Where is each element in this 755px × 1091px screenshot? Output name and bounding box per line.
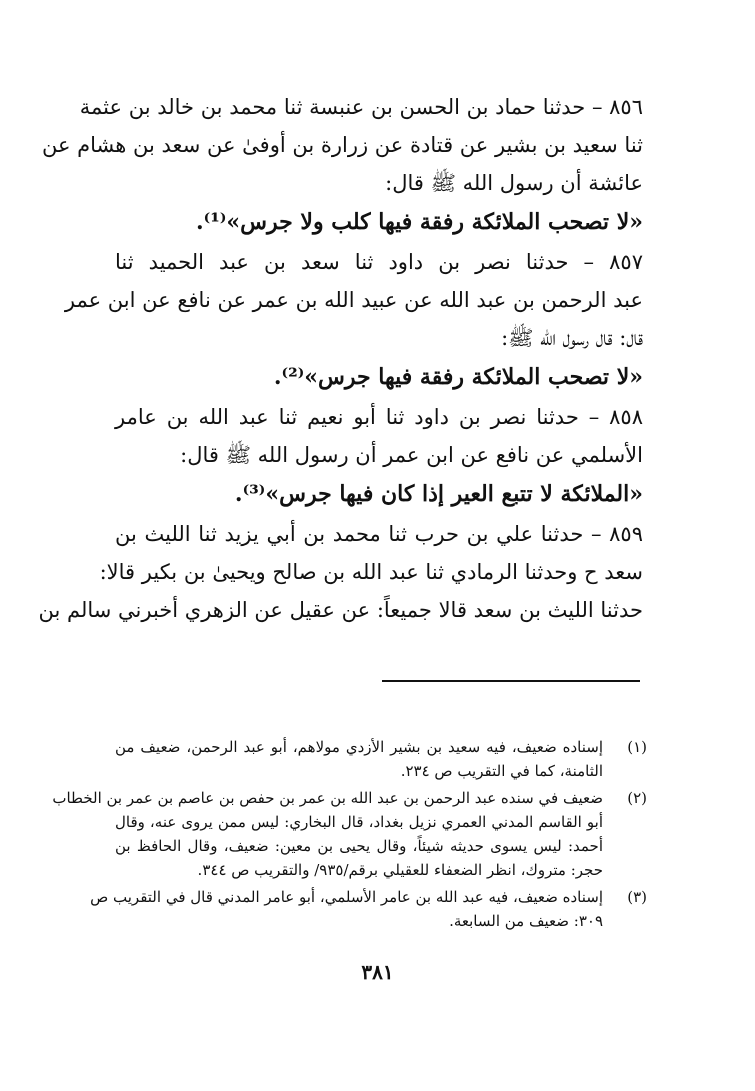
footnote-marker: (٣)	[627, 888, 647, 906]
main-text	[38, 88, 643, 629]
footnote-line: إسناده ضعيف، فيه عبد الله بن عامر الأسلمي، أبو عامر المدني قال في التقريب ص	[90, 888, 603, 906]
text-line: حدثنا الليث بن سعد قالا جميعاً: عن عقيل عن الزهري أخبرني سالم بن	[38, 598, 643, 622]
footnote-line: ضعيف في سنده عبد الرحمن بن عبد الله بن عمر بن حفص بن عاصم بن عمر بن الخطاب	[52, 789, 603, 807]
hadith-857	[64, 243, 643, 398]
footnote-marker: (١)	[627, 738, 647, 756]
footnote-line: الثامنة، كما في التقريب ص ٢٣٤.	[400, 762, 603, 780]
hadith-quote: «لا تصحب الملائكة رفقة فيها جرس»⁽²⁾.	[273, 364, 643, 390]
footnote-marker: (٢)	[627, 789, 647, 807]
text-line: ٨٥٨ – حدثنا نصر بن داود ثنا أبو نعيم ثنا عبد الله بن عامر	[115, 405, 643, 429]
footnote-line: إسناده ضعيف، فيه سعيد بن بشير الأزدي مولاهم، أبو عبد الرحمن، ضعيف من	[115, 738, 603, 756]
footnote-divider	[382, 680, 640, 682]
text-line: سعد ح وحدثنا الرمادي ثنا عبد الله بن صالح ويحيىٰ بن بكير قالا:	[99, 560, 643, 584]
footnote-line: حجر: متروك، انظر الضعفاء للعقيلي برقم/٩٣٥/ والتقريب ص ٣٤٤.	[197, 861, 603, 879]
text-line: عبد الرحمن بن عبد الله عن عبيد الله بن عمر عن نافع عن ابن عمر	[64, 288, 643, 312]
text-line: ٨٥٩ – حدثنا علي بن حرب ثنا محمد بن أبي يزيد ثنا الليث بن	[115, 522, 643, 546]
text-line: ٨٥٦ – حدثنا حماد بن الحسن بن عنبسة ثنا محمد بن خالد بن عثمة	[79, 95, 643, 119]
footnotes	[52, 735, 647, 936]
footnote-1	[115, 735, 645, 783]
text-line: ٨٥٧ – حدثنا نصر بن داود ثنا سعد بن عبد الحميد ثنا	[115, 250, 643, 274]
text-line: ثنا سعيد بن بشير عن قتادة عن زرارة بن أوفىٰ عن سعد بن هشام عن	[41, 133, 643, 157]
hadith-858	[115, 398, 643, 515]
page-number: ٣٨١	[361, 960, 394, 984]
footnote-line: أبو القاسم المدني العمري نزيل بغداد، قال البخاري: ليس ممن يروى عنه، وقال	[115, 813, 603, 831]
footnote-3	[90, 885, 647, 933]
footnote-line: أحمد: ليس يسوى حديثه شيئاً، وقال يحيى بن معين: ضعيف، وقال الحافظ بن	[115, 837, 603, 855]
text-line: قال: قال رسول الله ﷺ:	[501, 326, 643, 350]
hadith-quote: «الملائكة لا تتبع العير إذا كان فيها جرس»⁽³⁾.	[234, 481, 643, 507]
hadith-quote: «لا تصحب الملائكة رفقة فيها كلب ولا جرس»⁽¹⁾.	[196, 209, 643, 235]
footnote-2	[52, 786, 647, 882]
hadith-856	[41, 88, 643, 243]
text-line: الأسلمي عن نافع عن ابن عمر أن رسول الله ﷺ قال:	[180, 443, 643, 467]
footnote-line: ٣٠٩: ضعيف من السابعة.	[449, 912, 603, 930]
hadith-859	[38, 515, 643, 629]
text-line: عائشة أن رسول الله ﷺ قال:	[385, 171, 643, 195]
